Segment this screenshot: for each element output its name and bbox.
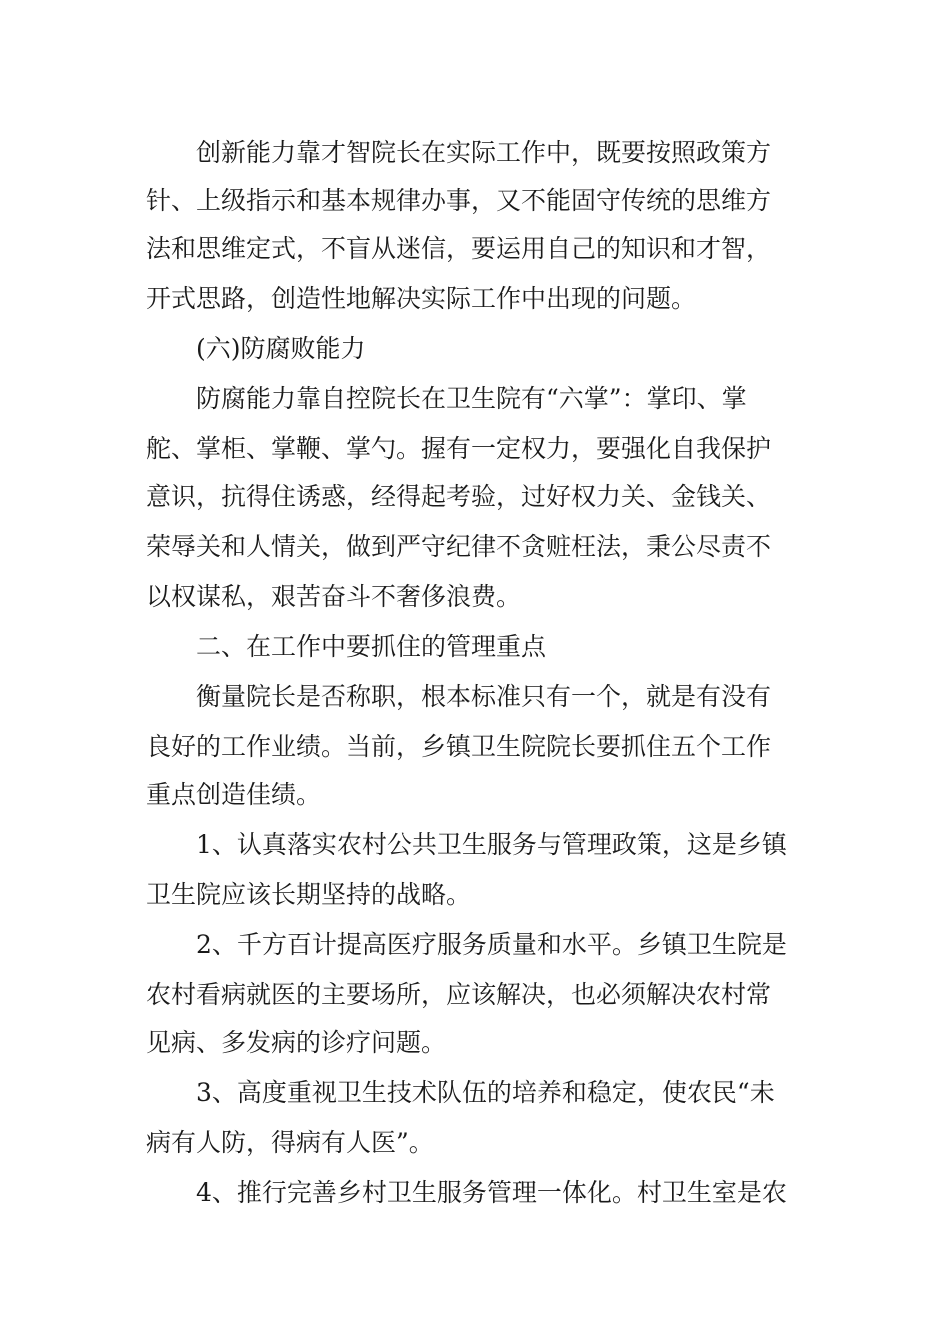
paragraph-line: 1、认真落实农村公共卫生服务与管理政策，这是乡镇 (196, 830, 787, 859)
paragraph-line: 衡量院长是否称职，根本标准只有一个，就是有没有 (196, 682, 772, 711)
paragraph-line: 病有人防，得病有人医”。 (146, 1128, 434, 1157)
paragraph-line: 荣辱关和人情关，做到严守纪律不贪赃枉法，秉公尽责不 (146, 532, 772, 561)
paragraph-line: 针、上级指示和基本规律办事，又不能固守传统的思维方 (146, 186, 772, 215)
section-heading: (六)防腐败能力 (196, 334, 366, 363)
paragraph-line: 农村看病就医的主要场所，应该解决，也必须解决农村常 (146, 980, 772, 1009)
section-heading: 二、在工作中要抓住的管理重点 (196, 632, 547, 661)
paragraph-line: 以权谋私，艰苦奋斗不奢侈浪费。 (146, 582, 522, 611)
paragraph-line: 3、高度重视卫生技术队伍的培养和稳定，使农民“未 (196, 1078, 775, 1107)
paragraph-line: 重点创造佳绩。 (146, 780, 322, 809)
paragraph-line: 良好的工作业绩。当前，乡镇卫生院院长要抓住五个工作 (146, 732, 772, 761)
paragraph-line: 舵、掌柜、掌鞭、掌勺。握有一定权力，要强化自我保护 (146, 434, 772, 463)
paragraph-line: 意识，抗得住诱惑，经得起考验，过好权力关、金钱关、 (146, 482, 772, 511)
paragraph-line: 2、千方百计提高医疗服务质量和水平。乡镇卫生院是 (196, 930, 787, 959)
paragraph-line: 法和思维定式，不盲从迷信，要运用自己的知识和才智， (146, 234, 772, 263)
paragraph-line: 防腐能力靠自控院长在卫生院有“六掌”：掌印、掌 (196, 384, 747, 413)
paragraph-line: 创新能力靠才智院长在实际工作中，既要按照政策方 (196, 138, 772, 167)
paragraph-line: 开式思路，创造性地解决实际工作中出现的问题。 (146, 284, 697, 313)
paragraph-line: 见病、多发病的诊疗问题。 (146, 1028, 447, 1057)
paragraph-line: 卫生院应该长期坚持的战略。 (146, 880, 472, 909)
paragraph-line: 4、推行完善乡村卫生服务管理一体化。村卫生室是农 (196, 1178, 787, 1207)
